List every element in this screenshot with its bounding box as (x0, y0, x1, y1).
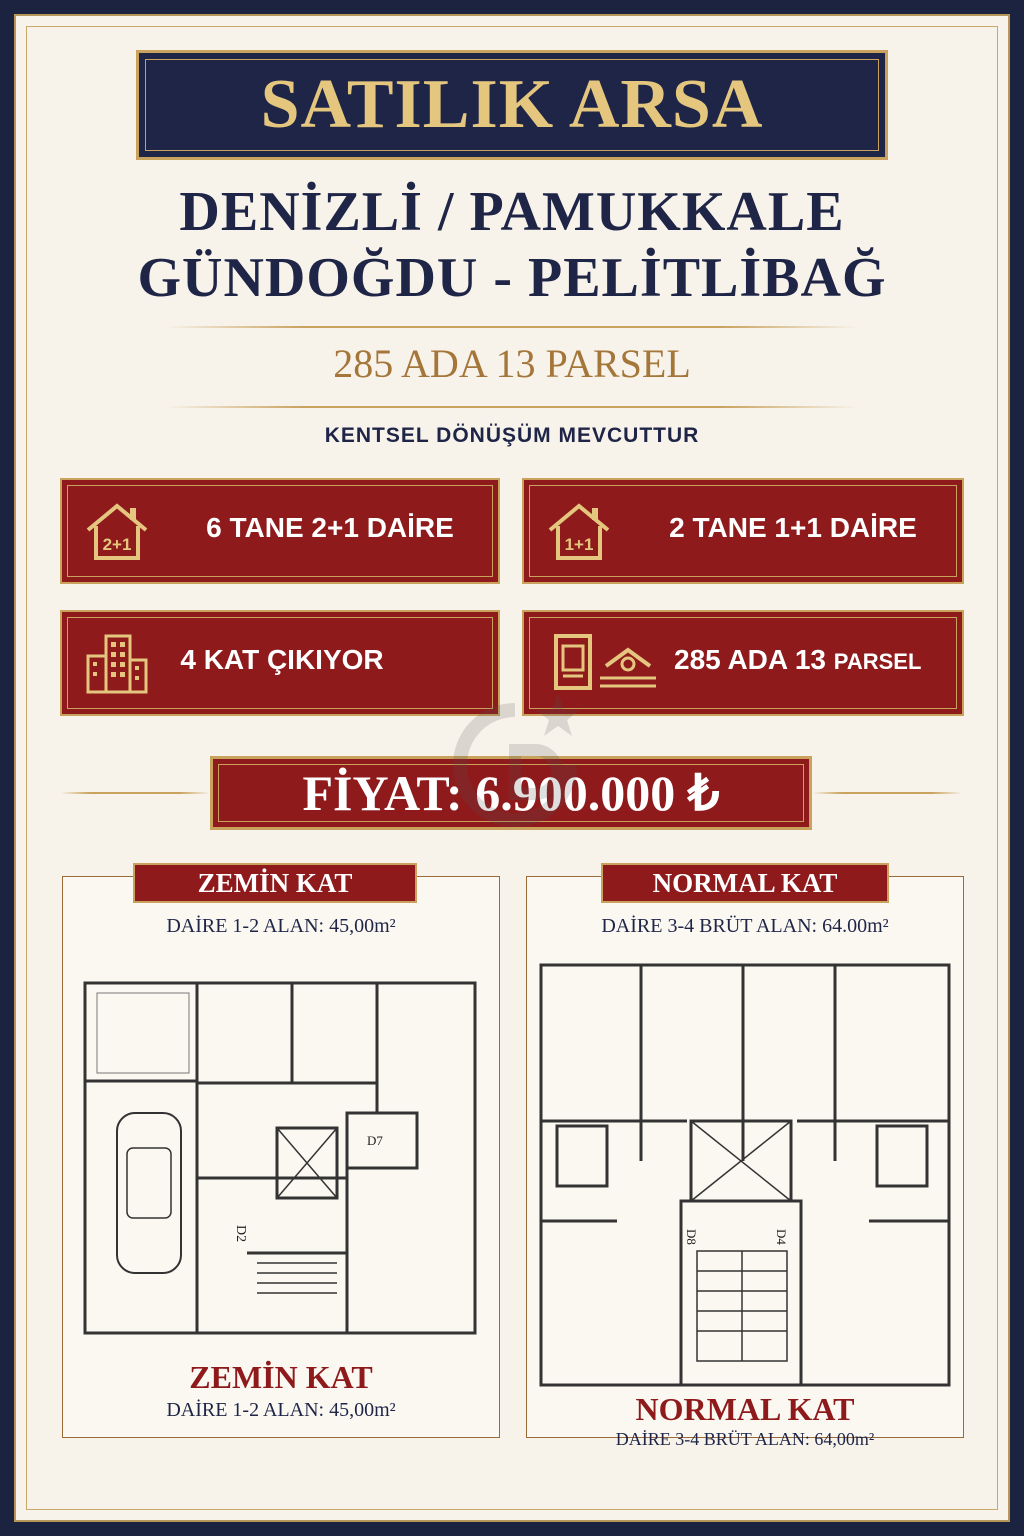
floor-plan-panel-ground (62, 867, 500, 1438)
room-label: D7 (367, 1133, 383, 1148)
divider (165, 326, 859, 328)
room-label: D8 (684, 1229, 699, 1245)
parcel-title: 285 ADA 13 PARSEL (333, 341, 691, 386)
feature-label: 4 KAT ÇIKIYOR (180, 644, 384, 675)
ribbon-label: ZEMİN KAT (197, 867, 353, 898)
panel-ribbon (601, 863, 889, 903)
panel-ribbon (133, 863, 417, 903)
ribbon-label: NORMAL KAT (652, 867, 838, 898)
panel-subtitle: DAİRE 3-4 BRÜT ALAN: 64.00m² (601, 915, 889, 937)
feature-label (674, 644, 962, 676)
urban-renewal-note: KENTSEL DÖNÜŞÜM MEVCUTTUR (324, 424, 700, 447)
plan-caption: ZEMİN KAT (189, 1359, 373, 1395)
house-badge: 1+1 (564, 535, 594, 554)
room-label: D4 (774, 1229, 789, 1245)
title-banner (136, 50, 888, 160)
house-1plus1-icon (546, 498, 612, 564)
location-line-1: DENİZLİ / PAMUKKALE (179, 181, 845, 243)
plan-caption-sub: DAİRE 1-2 ALAN: 45,00m² (166, 1399, 396, 1421)
divider (60, 792, 210, 794)
parcel-deed-icon (550, 630, 660, 696)
price-label: FİYAT: 6.900.000 ₺ (302, 765, 720, 821)
watermark-logo (440, 690, 590, 850)
house-2plus1-icon (84, 498, 150, 564)
feature-label: 6 TANE 2+1 DAİRE (206, 512, 454, 543)
feature-label-small: PARSEL (833, 649, 922, 674)
feature-card-2plus1 (60, 478, 500, 584)
room-label: D2 (233, 1225, 248, 1243)
feature-card-floors (60, 610, 500, 716)
plan-caption-sub: DAİRE 3-4 BRÜT ALAN: 64,00m² (615, 1429, 875, 1449)
divider (812, 792, 962, 794)
page-title: SATILIK ARSA (260, 66, 764, 143)
divider (165, 406, 859, 408)
feature-label: 2 TANE 1+1 DAİRE (669, 512, 917, 543)
feature-card-1plus1 (522, 478, 964, 584)
floor-plan-ground (77, 963, 483, 1341)
floor-plan-panel-normal (526, 867, 964, 1449)
house-badge: 2+1 (102, 535, 132, 554)
panel-subtitle: DAİRE 1-2 ALAN: 45,00m² (166, 915, 396, 937)
location-line-2: GÜNDOĞDU - PELİTLİBAĞ (137, 247, 887, 309)
feature-label-main: 285 ADA 13 (674, 644, 827, 675)
plan-caption: NORMAL KAT (635, 1391, 855, 1427)
floor-plan-normal (537, 961, 953, 1389)
